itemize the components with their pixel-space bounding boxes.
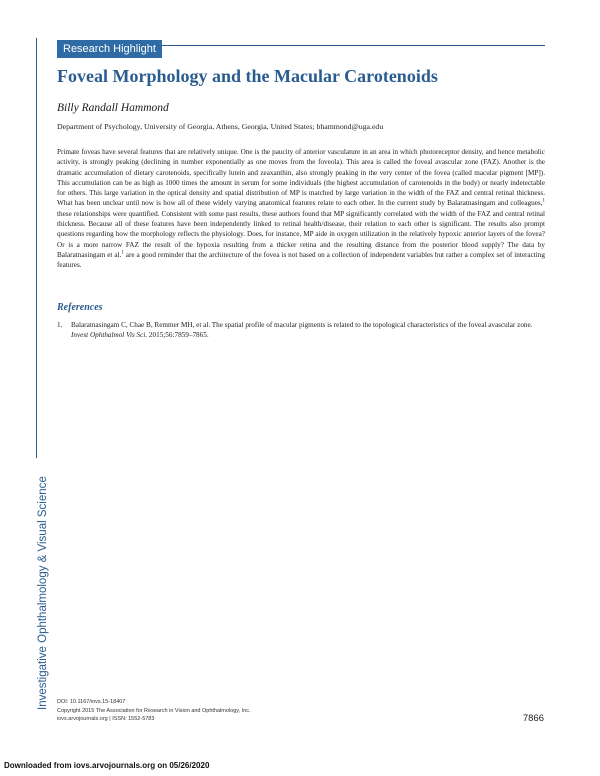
citation-superscript[interactable]: 1: [121, 250, 124, 256]
article-title: Foveal Morphology and the Macular Carotenoids: [57, 66, 438, 86]
footer-meta: [57, 698, 251, 724]
body-text-part1: Primate foveas have several features that are relatively unique. One is the paucity of anterior vasculature in an area in which photoreceptor density, and hence metabolic activity, is strongly peaking (declining in number exponentially as one moves from the foveola). This area is called the foveal avascular zone (FAZ). Another is the dramatic accumulation of dietary carotenoids, specifically lutein and zeaxanthin, also strongly peaking in the very center of the fovea (called macular pigment [MP]). This accumulation can be as high as 1000 times the amount in serum for some individuals (the highest accumulation of carotenoids in the body) or nearly indetectable for others. This large variation in the optical density and spatial distribution of MP is matched by large variation in the width of the FAZ and central retinal thickness. What has been unclear until now is how all of these widely varying anatomical features relate to each other. In the current study by Balaratnasingam and colleagues,: [57, 148, 545, 208]
author-affiliation: Department of Psychology, University of Georgia, Athens, Georgia, United States; bhammond@uga.edu: [57, 122, 384, 131]
issn-line: iovs.arvojournals.org | ISSN: 1552-5783: [57, 716, 155, 722]
reference-details: 2015;56:7859–7865.: [147, 331, 209, 340]
citation-superscript[interactable]: 1: [542, 199, 545, 205]
research-highlight-tag: Research Highlight: [57, 40, 162, 58]
reference-text: [69, 320, 545, 341]
header-rule: [150, 45, 545, 46]
author-name: Billy Randall Hammond: [57, 102, 169, 114]
references-heading: References: [57, 302, 103, 313]
reference-citation: Balaratnasingam C, Chae B, Remmer MH, et al. The spatial profile of macular pigments is related to the topological characteristics of the foveal avascular zone.: [71, 321, 533, 329]
reference-journal: Invest Ophthalmol Vis Sci.: [71, 331, 148, 340]
copyright-line: Copyright 2015 The Association for Research in Vision and Ophthalmology, Inc.: [57, 707, 251, 714]
body-text-part2: these relationships were quantified. Consistent with some past results, these authors found that MP significantly correlated with the width of the FAZ and central retinal thickness. Because all of these features have been independently linked to retinal health/disease, their relation to each other is significant. The results also prompt questions regarding how the morphology reflects the physiology. Does, for instance, MP aide in oxygen utilization in the relatively hypoxic anterior layers of the fovea? Or is a more narrow FAZ the result of the hypoxia resulting from a thicker retina and the resulting distance from the posterior blood supply? The data by Balaratnasingam et al.: [57, 209, 545, 259]
doi-line[interactable]: DOI: 10.1167/iovs.15-18407: [57, 699, 126, 705]
journal-side-title: Investigative Ophthalmology & Visual Science: [37, 476, 49, 710]
reference-item: [57, 320, 545, 341]
reference-number: 1.: [57, 321, 63, 329]
body-text-part3: are a good reminder that the architecture of the fovea is not based on a collection of independent variables but rather a complex set of interacting features.: [57, 250, 545, 270]
article-body: [57, 147, 545, 271]
download-banner: Downloaded from iovs.arvojournals.org on 05/26/2020: [4, 761, 210, 770]
side-rule: [36, 38, 37, 458]
page-number: 7866: [522, 713, 544, 724]
